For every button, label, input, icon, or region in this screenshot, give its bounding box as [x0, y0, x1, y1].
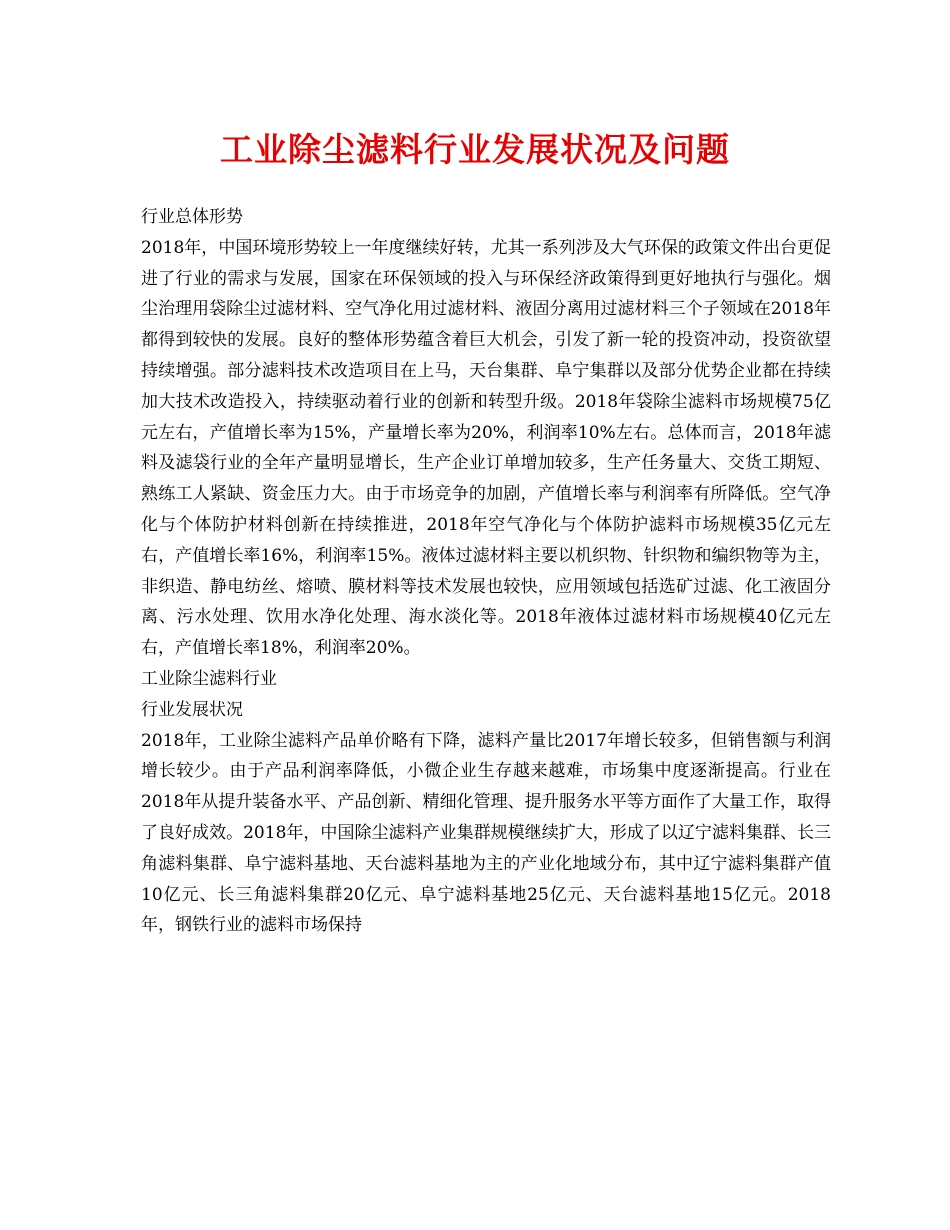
paragraph-overall-situation: 2018年，中国环境形势较上一年度继续好转，尤其一系列涉及大气环保的政策文件出台更促进了行业的需求与发展，国家在环保领域的投入与环保经济政策得到更好地执行与强化。烟尘治理用袋除尘过滤材料、空气净化用过滤材料、液固分离用过滤材料三个子领域在2018年都得到较快的发展。良好的整体形势蕴含着巨大机会，引发了新一轮的投资冲动，投资欲望持续增强。部分滤料技术改造项目在上马，天台集群、阜宁集群以及部分优势企业都在持续加大技术改造投入，持续驱动着行业的创新和转型升级。2018年袋除尘滤料市场规模75亿元左右，产值增长率为15%，产量增长率为20%，利润率10%左右。总体而言，2018年滤料及滤袋行业的全年产量明显增长，生产企业订单增加较多，生产任务量大、交货工期短、熟练工人紧缺、资金压力大。由于市场竞争的加剧，产值增长率与利润率有所降低。空气净化与个体防护材料创新在持续推进，2018年空气净化与个体防护滤料市场规模35亿元左右，产值增长率16%，利润率15%。液体过滤材料主要以机织物、针织物和编织物等为主，非织造、静电纺丝、熔喷、膜材料等技术发展也较快，应用领域包括选矿过滤、化工液固分离、污水处理、饮用水净化处理、海水淡化等。2018年液体过滤材料市场规模40亿元左右，产值增长率18%，利润率20%。 [141, 237, 831, 659]
section-heading-development-status: 行业发展状况 [141, 699, 243, 720]
section-heading-overall-situation: 行业总体形势 [141, 207, 243, 227]
section-heading-industrial-filter: 工业除尘滤料行业 [141, 668, 277, 689]
document-title: 工业除尘滤料行业发展状况及问题 [220, 130, 730, 169]
paragraph-development-status: 2018年，工业除尘滤料产品单价略有下降，滤料产量比2017年增长较多，但销售额与利润增长较少。由于产品利润率降低，小微企业生存越来越难，市场集中度逐渐提高。行业在2018年从提升装备水平、产品创新、精细化管理、提升服务水平等方面作了大量工作，取得了良好成效。2018年，中国除尘滤料产业集群规模继续扩大，形成了以辽宁滤料集群、长三角滤料集群、阜宁滤料基地、天台滤料基地为主的产业化地域分布，其中辽宁滤料集群产值10亿元、长三角滤料集群20亿元、阜宁滤料基地25亿元、天台滤料基地15亿元。2018年，钢铁行业的滤料市场保持 [141, 730, 831, 936]
document-body [141, 202, 831, 941]
